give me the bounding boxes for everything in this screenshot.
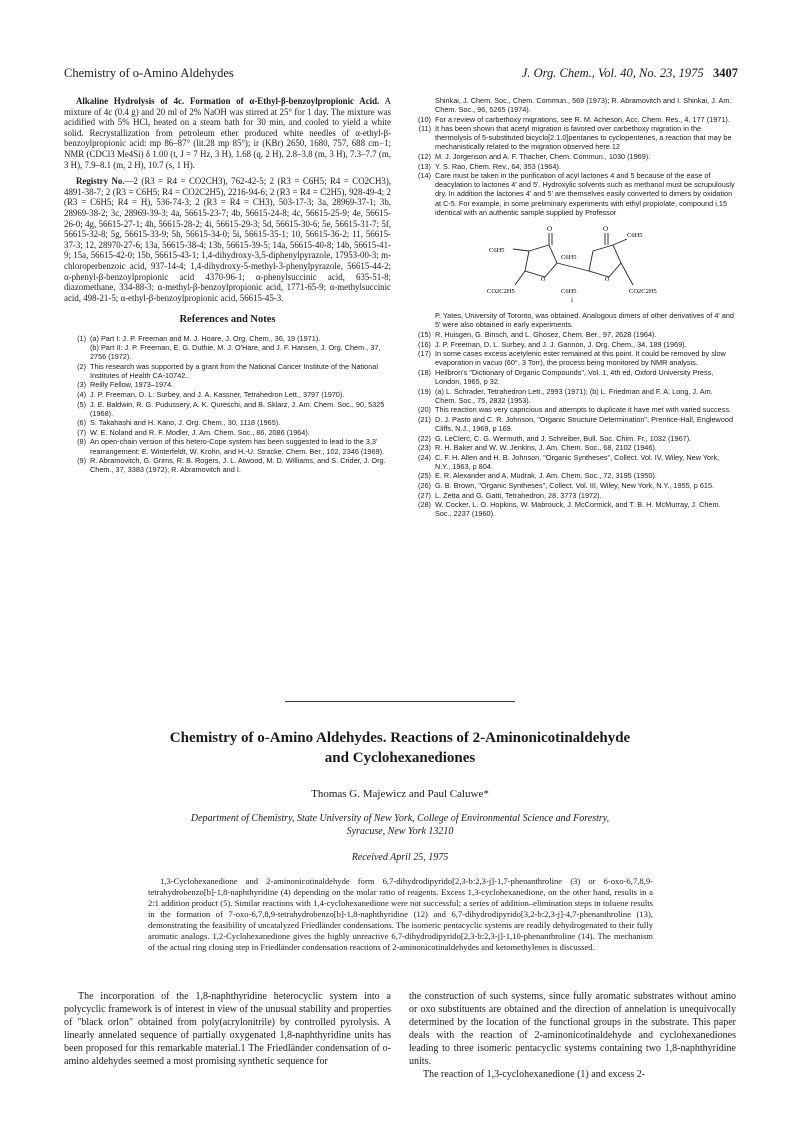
reference-item: (9) R. Abramovitch, G. Grims, R. B. Rogers, J. L. Atwood, M. D. Williams, and S. Crider, J. Org. Chem., 37, 3383 (1972); R. Abramovitch and I. <box>77 456 386 475</box>
reference-item: (6) S. Takahashi and H. Kano, J. Org. Chem., 30, 1118 (1965). <box>77 418 281 428</box>
registry-paragraph <box>64 176 391 303</box>
reference-item: Shinkai, J. Chem. Soc., Chem. Commun., 569 (1973); R. Abramovitch and I. Shinkai, J. Am. Chem. Soc., 96, 5265 (1974). <box>435 96 732 115</box>
page-number: 3407 <box>713 66 738 80</box>
reference-item: (1) (a) Part I: J. P. Freeman and M. J. Hoare, J. Org. Chem., 36, 19 (1971). (b) Part II: J. P. Freeman, E. G. Duthie, M. J. O'Hare, and J. F. Hansen, J. Org. Chem., 37, 2756 (1972). <box>77 333 381 362</box>
hydrolysis-text: A mixture of 4c (0.4 g) and 20 ml of 2% NaOH was stirred at 25° for 1 day. The mixture was acidified with 5% HCl, heated on a steam bath for 30 min, and cooled to yield a white solid. Recrystallization from petroleum ether produced white needles of α-ethyl-β-benzoylpropionic acid: mp 86–87° (lit.28 mp 85°); ir (KBr) 2650, 1680, 757, 688 cm−1; NMR (CDCl3 Me4Si) δ 1.00 (t, J = 7 Hz, 3 H), 1.68 (q, 2 H), 2.8–3.8 (m, 3 H), 7.3–7.7 (m, 3 H), 7.9–8.1 (m, 2 H), 10.7 (s, 1 H). <box>64 96 391 170</box>
reference-item: (25) E. R. Alexander and A. Mudrak, J. Am. Chem. Soc., 72, 3195 (1950). <box>418 471 657 481</box>
references-heading: References and Notes <box>179 314 276 326</box>
reference-item: (4) J. P. Freeman, D. L. Surbey, and J. A. Kassner, Tetrahedron Lett., 3797 (1970). <box>77 389 345 399</box>
article-divider <box>285 701 515 702</box>
ring-oxygen-right: O <box>605 277 610 284</box>
reference-item: P. Yates, University of Toronto, was obtained. Analogous dimers of other derivatives of 4' and 5' were also obtained in early experiments. <box>435 311 734 330</box>
reference-item: (7) W. E. Noland and R. F. Modler, J. Am. Chem. Soc., 86, 2086 (1964). <box>77 427 310 437</box>
reference-item: (11) It has been shown that acetyl migration is favored over carbethoxy migration in the thermolysis of 5-substituted bicyclo[2.1.0]pentanes to cyclopentenes, a reaction that may be mechanistically related to the migration observed here.12 <box>418 124 732 152</box>
received-date: Received April 25, 1975 <box>351 852 449 863</box>
reference-item: (20) This reaction was very capricious and attempts to duplicate it have met with varied success. <box>418 405 732 415</box>
compound-i-structure <box>469 223 679 303</box>
reference-item: (18) Heilbron's "Dictionary of Organic Compounds", Vol. 1, 4th ed, Oxford University Press, London, 1965, p 32. <box>418 367 714 386</box>
body-paragraph: The incorporation of the 1,8-naphthyridine heterocyclic system into a polycyclic framework is of interest in view of the unusual stability and properties of "black orlon" obtained from poly(acrylonitrile) by controlled pyrolysis. A linearly annelated sequence of partially oxygenated 1,8-naphthyridine units has been proposed for this remarkable material.1 The Friedländer condensation of o-amino aldehydes seemed a most promising synthetic sequence for <box>64 991 391 1067</box>
carbonyl-oxygen-left: O <box>547 225 553 234</box>
running-header-journal <box>522 66 738 81</box>
reference-item: (15) R. Huisgen, G. Binsch, and L. Ghosez, Chem. Ber., 97, 2628 (1964). <box>418 330 657 339</box>
article-authors: Thomas G. Majewicz and Paul Caluwe* <box>311 788 489 800</box>
compound-label: i <box>571 296 573 304</box>
ring-oxygen-left: O <box>541 277 546 284</box>
reference-item: (23) R. H. Baker and W. W. Jenkins, J. Am. Chem. Soc., 68, 2102 (1946). <box>418 443 657 453</box>
running-header-title: Chemistry of o-Amino Aldehydes <box>64 66 234 80</box>
reference-item: (22) G. LeClerc, C. G. Wermuth, and J. Schreiber, Bull. Soc. Chim. Fr., 1032 (1967). <box>418 433 692 443</box>
carbonyl-oxygen-right: O <box>603 225 609 234</box>
article-affiliation: Department of Chemistry, State University of New York, College of Environmental Science and Forestry, Syracuse, New York 13210 <box>190 813 610 837</box>
reference-item: (16) J. P. Freeman, D. L. Surbey, and J. J. Gannon, J. Org. Chem., 34, 189 (1969). <box>418 339 687 349</box>
ester-label-left: CO2C2H5 <box>487 288 515 296</box>
body-paragraph: the construction of such systems, since fully aromatic substrates without amino or oxo substituents are obtained and the direction of annelation is unequivocally determined by the location of the functional groups in the substrate. This paper deals with the reaction of 2-aminonicotinaldehyde and cyclohexanediones leading to three isomeric pentacyclic systems containing two 1,8-naphthyridine units. <box>409 991 736 1067</box>
reference-item: (24) C. F. H. Allen and H. B. Johnson, "Organic Syntheses", Collect. Vol. IV, Wiley, New York, N.Y., 1963, p 804. <box>418 452 720 471</box>
hydrolysis-heading: Alkaline Hydrolysis of 4c. Formation of α-Ethyl-β-benzoylpropionic Acid. <box>76 96 380 106</box>
phenyl-label-bottom: C6H5 <box>561 288 577 296</box>
journal-citation: J. Org. Chem., Vol. 40, No. 23, 1975 <box>521 66 704 80</box>
body-paragraph: The reaction of 1,3-cyclohexanedione (1) and excess 2- <box>423 1069 646 1080</box>
reference-item: (10) For a review of carbethoxy migrations, see R. M. Acheson, Acc. Chem. Res., 4, 177 (1971). <box>418 114 730 124</box>
reference-item: (27) L. Zetta and G. Gatti, Tetrahedron, 28, 3773 (1972). <box>418 490 602 500</box>
reference-item: (2) This research was supported by a grant from the National Cancer Institute of the National Institutes of Health CA-10742. <box>77 361 378 380</box>
reference-item: (19) (a) L. Schrader, Tetrahedron Lett., 2993 (1971); (b) L. Friedman and F. A. Long, J. Am. Chem. Soc., 75, 2832 (1953). <box>418 386 713 405</box>
right-column <box>409 96 736 519</box>
reference-item: (26) G. B. Brown, "Organic Syntheses", Collect. Vol. III, Wiley, New York, N.Y., 1955, p 615. <box>418 481 715 490</box>
article-abstract: 1,3-Cyclohexanedione and 2-aminonicotinaldehyde form 6,7-dihydrodipyrido[2,3-b:2,3-j]-1,7-phenanthroline (3) or 6-oxo-6,7,8,9-tetrahydrobenzo[b]-1,8-naphthyridine (4) depending on the molar ratio of reagents. Excess 1,3-cyclohexanedione, on the other hand, results in a 2:1 addition product (5). Similar reactions with 1,4-cyclohexanedione were not successful; a series of addition–elimination steps in toluene results in the formation of 7-oxo-6,7,8,9-tetrahydrobenzo[b]-1,8-naphthyridine (12) and 6,7-dihydrodipyrido[3,2-b:2,3-j]-4,7-phenanthroline (13), demonstrating the feasibility of uncatalyzed Friedländer condensations. The isomeric pentacyclic systems are readily dehydrogenated to their fully aromatic analogs. 1,2-Cyclohexanedione gives the highly unreactive 6,7-dihydrodipyrido[2,3-b:2,3-j]-1,10-phenanthroline (14). The mechanism of the actual ring closing step in Friedländer condensation reactions of 2-aminonicotinaldehydes and ketomethylenes is discussed. <box>148 876 653 952</box>
body-column-right <box>409 990 736 1081</box>
reference-item: (17) In some cases excess acetylenic ester remained at this point. It could be removed by slow evaporation in vacuo (60°, 3 Torr), the process being monitored by NMR analysis. <box>418 349 726 368</box>
left-column <box>64 96 391 475</box>
phenyl-label-middle: C6H5 <box>561 254 577 262</box>
article-title <box>64 728 736 768</box>
reference-item: (28) W. Cocker, L. O. Hopkins, W. Mabrouck, J. McCormick, and T. B. H. McMurray, J. Chem. Soc., 2237 (1960). <box>418 500 721 519</box>
reference-item: (8) An open-chain version of this hetero-Cope system has been suggested to lead to the 3,3' rearrangement: E. Winterfeldt, W. Krohn, and H.-U. Stracke, Chem. Ber., 102, 2346 (1969). <box>77 437 385 456</box>
reference-item: (13) Y. S. Rao, Chem. Rev., 64, 353 (1964). <box>418 161 561 171</box>
phenyl-label-left: C6H5 <box>489 247 505 255</box>
ester-label-right: CO2C2H5 <box>629 288 657 296</box>
reference-item: (14) Care must be taken in the purification of acyl lactones 4 and 5 because of the ease of deacylation to lactones 4' and 5'. Hydroxylic solvents such as methanol must be scrupulously dry. In addition the lactones 4' and 5' are themselves easily converted to dimers by oxidation at C-5. For example, in some preliminary experiments with ethyl propiolate, compound i,15 identical with an authentic sample supplied by Professor <box>418 171 735 217</box>
phenyl-label-right: C6H5 <box>627 232 643 240</box>
article-title-line-1: Chemistry of o-Amino Aldehydes. Reactions of 2-Aminonicotinaldehyde <box>169 730 631 746</box>
article-title-line-2: and Cyclohexanediones <box>324 750 476 766</box>
reference-item: (12) M. J. Jorgenson and A. F. Thacher, Chem. Commun., 1030 (1969). <box>418 152 651 162</box>
registry-text: —2 (R3 = R4 = CO2CH3), 762-42-5; 2 (R3 = C6H5; R4 = CO2CH3), 4891-38-7; 2 (R3 = C6H5; R4 = CO2C2H5), 2216-94-6; 2 (R3 = R4 = C2H5), 928-49-4; 2 (R3 = C6H5; R4 = H), 536-74-3; 2 (R3 = R4 = CH3), 503-17-3; 3a, 28969-37-1; 3b, 28969-38-2; 3c, 28969-39-3; 4a, 56615-23-7; 4b, 56615-24-8; 4c, 56615-25-9; 4e, 56615-26-0; 4g, 56615-27-1; 4h, 56615-28-2; 4i, 56615-29-3; 5d, 56615-30-6; 5e, 56615-31-7; 5f, 56615-32-8; 5g, 56615-33-9; 5h, 56615-34-0; 5i, 56615-35-1; 10, 56615-36-2; 11, 56615-37-3; 12, 28970-27-6; 13a, 56615-38-4; 13b, 56615-39-5; 14a, 56615-40-8; 14b, 56615-41-9; 15a, 56615-42-0; 15b, 56615-43-1; 1,4-dihydroxy-3,5-diphenylpyrazole, 17953-00-3; m-chloroperbenzoic acid, 937-14-4; 1,4-dihydroxy-5-methyl-3-phenylpyrazole, 56615-44-2; α-phenyl-β-benzoylpropionic acid 4370-96-1; α-phenylsuccinic acid, 635-51-8; diazomethane, 334-88-3; α-methyl-β-benzoylpropionic acid, 1771-65-9; α-methylsuccinic acid, 498-21-5; α-ethyl-β-benzoylpropionic acid, 56615-45-3. <box>64 176 391 303</box>
registry-heading: Registry No. <box>76 176 125 187</box>
reference-list-left <box>64 334 391 474</box>
hydrolysis-paragraph <box>64 96 391 170</box>
reference-item: (3) Reilly Fellow, 1973–1974. <box>77 380 174 390</box>
reference-item: (21) D. J. Pasto and C. R. Johnson, "Organic Structure Determination", Prentice-Hall, Englewood Cliffs, N.J., 1969, p 169. <box>418 414 734 433</box>
body-column-left <box>64 990 391 1068</box>
reference-item: (5) J. E. Baldwin, R. G. Pudussery, A. K. Qureschi, and B. Sklarz, J. Am. Chem. Soc., 90, 5325 (1968). <box>77 399 385 418</box>
